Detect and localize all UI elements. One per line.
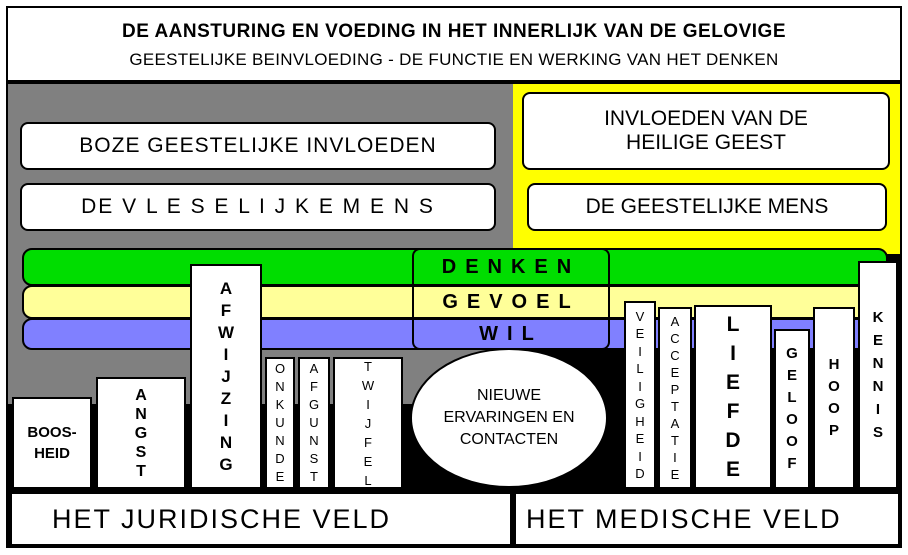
column-angst [96,377,186,489]
column-onkunde [265,357,295,489]
boosheid-line1: BOOS- [27,424,77,441]
column-twijfel [333,357,403,489]
diagram-title: DE AANSTURING EN VOEDING IN HET INNERLIJK VAN DE GELOVIGE [121,21,786,42]
label-wil: WIL [479,322,543,345]
geloof-label: G E L O O F [786,345,798,472]
ellipse-line3: CONTACTEN [459,431,559,448]
carnal-man-box: DE V L E S E L I J K E M E N S [20,183,496,231]
liefde-label: L I E F D E [725,313,741,481]
diagram-subtitle: GEESTELIJKE BEINVLOEDING - DE FUNCTIE EN WERKING VAN HET DENKEN [129,50,779,69]
label-gevoel: GEVOEL [442,290,580,313]
new-experiences-ellipse [410,348,608,488]
column-kennis [858,261,898,489]
column-boosheid [12,397,92,489]
twijfel-label: T W I J F E L [361,358,375,488]
onkunde-label: O N K U N D E [274,361,286,484]
label-denken: DENKEN [441,255,581,278]
column-afgunst [298,357,330,489]
holy-spirit-line2: HEILIGE GEEST [626,131,786,154]
holy-spirit-line1: INVLOEDEN VAN DE [604,107,808,130]
hoop-label: H O O P [828,356,840,439]
veiligheid-label: V E I L I G H E I D [634,308,646,481]
column-liefde [694,305,772,489]
juridical-field-footer: HET JURIDISCHE VELD [10,492,512,546]
column-geloof [774,329,810,489]
evil-spiritual-influences-box: BOZE GEESTELIJKE INVLOEDEN [20,122,496,170]
column-acceptatie [658,307,692,489]
column-hoop [813,307,855,489]
ellipse-line2: ERVARINGEN EN [443,409,575,426]
medical-field-footer: HET MEDISCHE VELD [514,492,900,546]
afwijzing-label: A F W I J Z I N G [217,278,235,474]
kennis-label: K E N N I S [872,309,884,441]
column-afwijzing [190,264,262,489]
angst-label: A N G S T [134,386,148,480]
diagram-header [6,6,902,82]
holy-spirit-influences-box [522,92,890,170]
column-veiligheid [624,301,656,489]
boosheid-line2: HEID [34,445,70,462]
afgunst-label: A F G U N S T [308,361,320,484]
ellipse-line1: NIEUWE [477,387,541,404]
acceptatie-label: A C C E P T A T I E [670,314,680,482]
spiritual-man-box: DE GEESTELIJKE MENS [527,183,887,231]
